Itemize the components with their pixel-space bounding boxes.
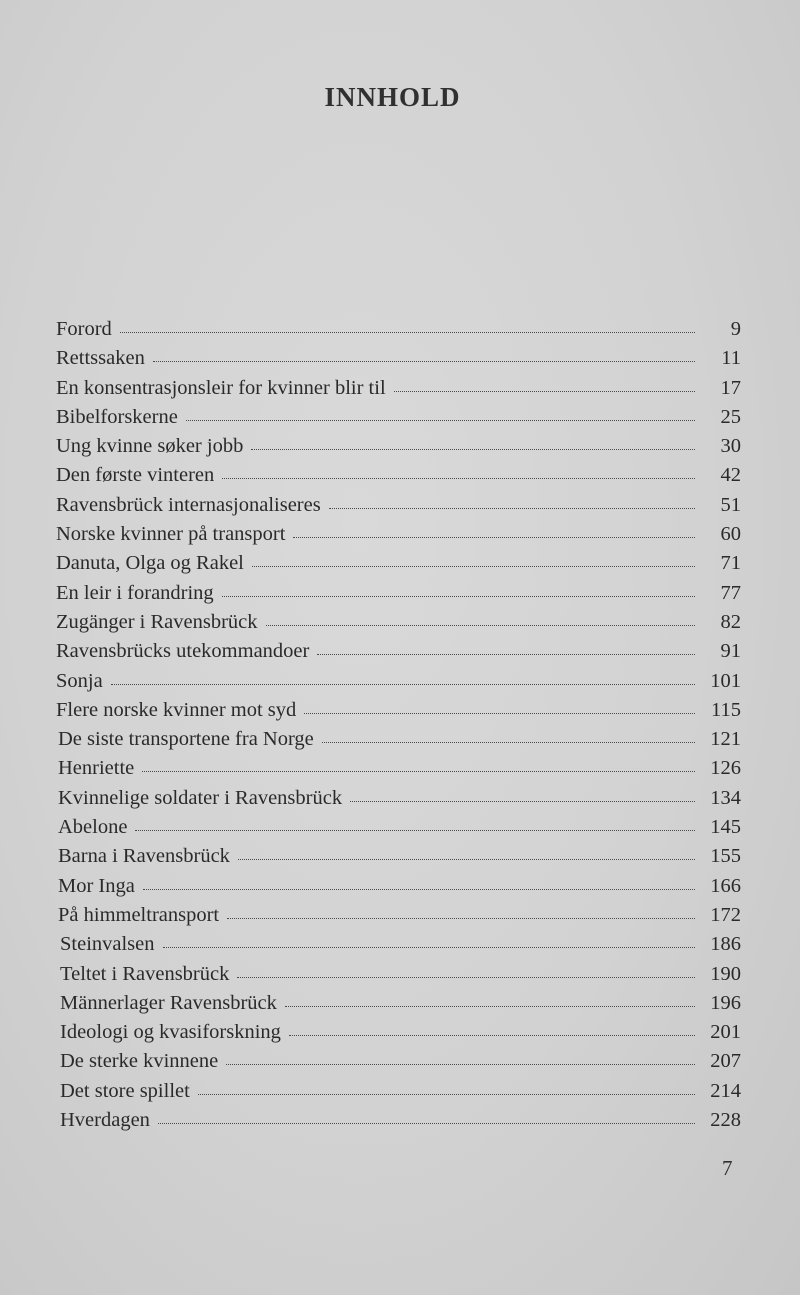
toc-entry (58, 728, 741, 757)
toc-entry-page: 115 (711, 698, 741, 721)
toc-entry (56, 552, 741, 581)
toc-entry (56, 464, 741, 493)
dot-leader (304, 713, 695, 714)
toc-entry-page: 91 (720, 640, 741, 663)
toc-entry (56, 406, 741, 435)
toc-entry (58, 875, 741, 904)
dot-leader (135, 830, 695, 831)
dot-leader (252, 566, 695, 567)
toc-entry-title: En konsentrasjonsleir for kvinner blir til (56, 376, 386, 399)
toc-entry (56, 494, 741, 523)
toc-entry-title: Den første vinteren (56, 464, 215, 487)
toc-entry-page: 9 (730, 318, 741, 340)
toc-entry (60, 1021, 741, 1050)
toc-entry-title: Kvinnelige soldater i Ravensbrück (58, 786, 343, 809)
dot-leader (251, 449, 695, 450)
toc-entry (56, 640, 741, 669)
toc-entry-page: 30 (720, 435, 741, 458)
toc-entry-page: 42 (720, 464, 741, 487)
toc-entry-page: 25 (720, 405, 741, 428)
toc-entry-page: 101 (710, 669, 741, 692)
toc-entry-title: Henriette (58, 757, 135, 780)
toc-entry-title: Flere norske kvinner mot syd (56, 698, 297, 721)
page-title: INNHOLD (324, 82, 461, 112)
toc-entry-title: Zugänger i Ravensbrück (56, 610, 258, 633)
toc-entry-title: Abelone (58, 816, 128, 839)
toc-entry-title: Ideologi og kvasiforskning (60, 1021, 281, 1044)
dot-leader (317, 654, 695, 655)
toc-entry-page: 172 (710, 903, 741, 926)
dot-leader (329, 508, 695, 509)
dot-leader (266, 625, 695, 626)
dot-leader (143, 889, 695, 890)
toc-entry-page: 77 (720, 581, 741, 604)
toc-entry (60, 1109, 741, 1138)
toc-entry-page: 17 (720, 376, 741, 399)
dot-leader (120, 332, 695, 333)
toc-entry-page: 134 (710, 786, 741, 809)
page-number: 7 (722, 1156, 733, 1180)
dot-leader (142, 771, 695, 772)
toc-entry-title: De sterke kvinnene (60, 1050, 219, 1073)
toc-entry (56, 318, 741, 347)
dot-leader (237, 977, 695, 978)
toc-entry-title: Danuta, Olga og Rakel (56, 552, 244, 575)
toc-entry (60, 933, 741, 962)
toc-entry (56, 377, 741, 406)
toc-entry-title: Rettssaken (56, 347, 145, 370)
dot-leader (238, 859, 695, 860)
toc-entry-title: Ravensbrücks utekommandoer (56, 640, 310, 663)
toc-entry-page: 201 (710, 1021, 741, 1044)
toc-entry-page: 82 (720, 610, 741, 633)
toc-entry-title: Ung kvinne søker jobb (56, 435, 244, 458)
toc-entry-title: Hverdagen (60, 1109, 150, 1132)
toc-entry-page: 145 (710, 816, 741, 839)
dot-leader (322, 742, 695, 743)
toc-entry (56, 523, 741, 552)
toc-entry (60, 992, 741, 1021)
toc-entry-title: Bibelforskerne (56, 405, 178, 428)
toc-entry-title: Sonja (56, 669, 103, 692)
toc-entry-page: 228 (710, 1109, 741, 1132)
toc-entry (60, 1080, 741, 1109)
toc-entry-page: 51 (720, 493, 741, 516)
toc-entry (56, 611, 741, 640)
toc-entry-page: 60 (720, 523, 741, 546)
toc-entry-title: En leir i forandring (56, 581, 214, 604)
dot-leader (163, 947, 695, 948)
dot-leader (226, 1064, 695, 1065)
toc-entry-page: 11 (721, 347, 741, 370)
toc-entry-page: 126 (710, 757, 741, 780)
dot-leader (285, 1006, 695, 1007)
dot-leader (289, 1035, 695, 1036)
toc-entry-title: Det store spillet (60, 1079, 190, 1102)
toc-entry-title: Forord (56, 318, 112, 340)
toc-entry-title: Steinvalsen (60, 933, 155, 956)
toc-entry (56, 582, 741, 611)
dot-leader (198, 1094, 695, 1095)
toc-entry (58, 787, 741, 816)
dot-leader (293, 537, 695, 538)
toc-entry (56, 699, 741, 728)
toc-entry-page: 121 (710, 728, 741, 751)
toc-entry-title: På himmeltransport (58, 903, 220, 926)
toc-entry (56, 347, 741, 376)
toc-entry-title: Barna i Ravensbrück (58, 845, 230, 868)
toc-entry-title: Teltet i Ravensbrück (60, 962, 230, 985)
toc-entry-page: 196 (710, 991, 741, 1014)
toc-entry-title: Ravensbrück internasjonaliseres (56, 493, 321, 516)
toc-entry (58, 845, 741, 874)
toc-entry (58, 816, 741, 845)
toc-entry-page: 207 (710, 1050, 741, 1073)
toc-entry-page: 186 (710, 933, 741, 956)
toc-entry-page: 190 (710, 962, 741, 985)
dot-leader (111, 684, 695, 685)
toc-entry-title: Männerlager Ravensbrück (60, 991, 277, 1014)
toc-entry (56, 670, 741, 699)
toc-entry-page: 71 (720, 552, 741, 575)
dot-leader (227, 918, 695, 919)
toc-entry (58, 757, 741, 786)
toc-entry-title: Norske kvinner på transport (56, 523, 286, 546)
toc-entry (56, 435, 741, 464)
table-of-contents (56, 318, 741, 1138)
dot-leader (350, 801, 695, 802)
toc-entry (60, 1050, 741, 1079)
dot-leader (394, 391, 695, 392)
toc-entry-title: Mor Inga (58, 874, 135, 897)
dot-leader (158, 1123, 695, 1124)
dot-leader (222, 478, 695, 479)
toc-entry-page: 166 (710, 874, 741, 897)
toc-entry (58, 904, 741, 933)
toc-entry-page: 155 (710, 845, 741, 868)
dot-leader (186, 420, 695, 421)
dot-leader (222, 596, 695, 597)
dot-leader (153, 361, 695, 362)
toc-entry (60, 963, 741, 992)
toc-entry-title: De siste transportene fra Norge (58, 728, 314, 751)
toc-entry-page: 214 (710, 1079, 741, 1102)
